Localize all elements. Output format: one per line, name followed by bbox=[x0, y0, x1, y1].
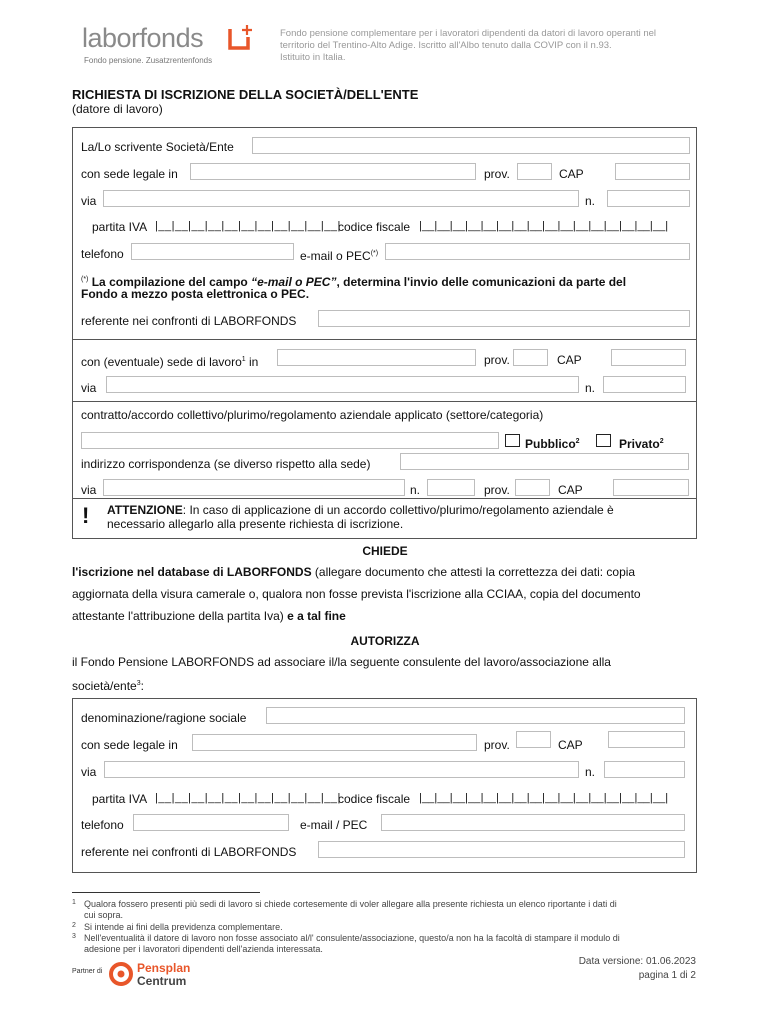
cap-field[interactable] bbox=[613, 479, 689, 496]
sede-legale-label: con sede legale in bbox=[81, 167, 178, 181]
email-pec-label: e-mail / PEC bbox=[300, 818, 368, 832]
referente-field[interactable] bbox=[318, 841, 685, 858]
prov-field[interactable] bbox=[513, 349, 548, 366]
cap-label: CAP bbox=[557, 353, 582, 367]
company-name-field[interactable] bbox=[252, 137, 690, 154]
sede-lavoro-field[interactable] bbox=[277, 349, 476, 366]
attention-icon: ! bbox=[82, 503, 90, 528]
cap-field[interactable] bbox=[611, 349, 686, 366]
prov-field[interactable] bbox=[517, 163, 552, 180]
cap-label: CAP bbox=[559, 167, 584, 181]
civic-number-field[interactable] bbox=[603, 376, 686, 393]
n-label: n. bbox=[585, 765, 596, 779]
sede-legale-field[interactable] bbox=[192, 734, 477, 751]
chiede-heading: CHIEDE bbox=[362, 544, 408, 558]
pensplan-name: Pensplan bbox=[137, 961, 191, 975]
sede-legale-field[interactable] bbox=[190, 163, 476, 180]
civic-number-field[interactable] bbox=[604, 761, 685, 778]
prov-label: prov. bbox=[484, 738, 510, 752]
civic-number-field[interactable] bbox=[427, 479, 475, 496]
page-subtitle: (datore di lavoro) bbox=[72, 102, 163, 116]
partita-iva-label: partita IVA bbox=[92, 220, 148, 234]
contratto-label: contratto/accordo collettivo/plurimo/regolamento aziendale applicato (settore/categoria) bbox=[81, 408, 544, 422]
prov-label: prov. bbox=[484, 353, 510, 367]
divider bbox=[72, 339, 697, 340]
footnote-3: 3 Nell'eventualità il datore di lavoro non fosse associato al/l' consulente/associazione, questo/a non ha la facoltà di stampare il modulo di adesione per i lavoratori dipendenti dell'azienda interessata. bbox=[72, 933, 620, 954]
cap-field[interactable] bbox=[608, 731, 685, 748]
logo-subtitle: Fondo pensione. Zusatzrentenfonds bbox=[84, 56, 213, 65]
telefono-field[interactable] bbox=[133, 814, 289, 831]
contratto-field[interactable] bbox=[81, 432, 499, 449]
divider bbox=[72, 498, 697, 499]
cap-field[interactable] bbox=[615, 163, 690, 180]
prov-label: prov. bbox=[484, 167, 510, 181]
autorizza-paragraph: il Fondo Pensione LABORFONDS ad associare il/la seguente consulente del lavoro/associazione alla società/ente$^3$: bbox=[72, 655, 611, 693]
n-label: n. bbox=[410, 483, 421, 497]
header-description: Fondo pensione complementare per i lavoratori dipendenti da datori di lavoro operanti nel territorio del Trentino-Alto Adige. Iscritto all'Albo tenuto dalla COVIP con il n.93. Istituito in Italia. bbox=[280, 28, 657, 63]
page-number: pagina 1 di 2 bbox=[638, 970, 696, 981]
pensplan-logo-icon bbox=[108, 961, 134, 987]
via-label: via bbox=[81, 765, 97, 779]
chiede-paragraph: l'iscrizione nel database di LABORFONDS (allegare documento che attesti la correttezza dei dati: copia aggiornata della visura camerale o, qualora non fosse prevista l'iscrizione alla CCIAA, copia del documento attestante l'attribuzione della partita Iva) e a tal fine bbox=[72, 565, 641, 623]
n-label: n. bbox=[585, 381, 596, 395]
partita-iva-field[interactable]: |__|__|__|__|__|__|__|__|__|__|__| bbox=[155, 220, 341, 232]
prov-label: prov. bbox=[484, 483, 510, 497]
email-note-line2: Fondo a mezzo posta elettronica o PEC. bbox=[81, 287, 310, 301]
autorizza-heading: AUTORIZZA bbox=[350, 634, 420, 648]
prov-field[interactable] bbox=[515, 479, 550, 496]
version-date: Data versione: 01.06.2023 bbox=[578, 956, 696, 967]
prov-field[interactable] bbox=[516, 731, 551, 748]
denominazione-label: denominazione/ragione sociale bbox=[81, 711, 247, 725]
telefono-label: telefono bbox=[81, 818, 124, 832]
privato-label: Privato$^2$ bbox=[619, 437, 664, 451]
via-label: via bbox=[81, 194, 97, 208]
codice-fiscale-label: codice fiscale bbox=[338, 792, 411, 806]
via-field[interactable] bbox=[103, 190, 579, 207]
via-field[interactable] bbox=[106, 376, 579, 393]
email-note: (*) La compilazione del campo “e-mail o PEC”, determina l'invio delle comunicazioni da parte del bbox=[81, 275, 627, 289]
email-pec-field[interactable] bbox=[381, 814, 685, 831]
divider bbox=[72, 401, 697, 402]
attention-note: ATTENZIONE: In caso di applicazione di un accordo collettivo/plurimo/regolamento aziendale è necessario allegarlo alla presente richiesta di iscrizione. bbox=[107, 503, 614, 531]
sede-lavoro-label: con (eventuale) sede di lavoro$^1$ in bbox=[81, 355, 259, 369]
footnote-1: 1 Qualora fossero presenti più sedi di lavoro si chiede cortesemente di voler allegare alla presente richiesta un elenco riportante i dati di cui sopra. bbox=[72, 899, 617, 920]
email-pec-field[interactable] bbox=[385, 243, 690, 260]
civic-number-field[interactable] bbox=[607, 190, 690, 207]
footnote-separator bbox=[72, 892, 260, 893]
n-label: n. bbox=[585, 194, 596, 208]
codice-fiscale-label: codice fiscale bbox=[338, 220, 411, 234]
pubblico-label: Pubblico$^2$ bbox=[525, 437, 580, 451]
codice-fiscale-field[interactable]: |__|__|__|__|__|__|__|__|__|__|__|__|__|__|__|__| bbox=[419, 220, 669, 232]
partita-iva-field[interactable]: |__|__|__|__|__|__|__|__|__|__|__| bbox=[155, 792, 341, 804]
email-pec-label: e-mail o PEC(*) bbox=[300, 249, 379, 263]
via-label: via bbox=[81, 483, 97, 497]
logo-mark-icon bbox=[228, 24, 256, 52]
pubblico-checkbox[interactable] bbox=[505, 434, 520, 447]
via-field[interactable] bbox=[104, 761, 579, 778]
referente-label: referente nei confronti di LABORFONDS bbox=[81, 845, 297, 859]
partita-iva-label: partita IVA bbox=[92, 792, 148, 806]
page-title: RICHIESTA DI ISCRIZIONE DELLA SOCIETÀ/DELL'ENTE bbox=[72, 87, 419, 102]
denominazione-field[interactable] bbox=[266, 707, 685, 724]
laborfonds-logo bbox=[82, 22, 257, 68]
via-field[interactable] bbox=[103, 479, 405, 496]
indirizzo-corrispondenza-field[interactable] bbox=[400, 453, 689, 470]
privato-checkbox[interactable] bbox=[596, 434, 611, 447]
sede-legale-label: con sede legale in bbox=[81, 738, 178, 752]
logo-text: laborfonds bbox=[82, 23, 204, 53]
company-form-box bbox=[72, 127, 697, 539]
centrum-name: Centrum bbox=[137, 974, 187, 988]
via-label: via bbox=[81, 381, 97, 395]
pensplan-logo bbox=[108, 961, 218, 991]
cap-label: CAP bbox=[558, 738, 583, 752]
referente-label: referente nei confronti di LABORFONDS bbox=[81, 314, 297, 328]
referente-field[interactable] bbox=[318, 310, 690, 327]
partner-label: Partner di bbox=[72, 968, 103, 975]
footnote-2: 2 Si intende ai fini della previdenza complementare. bbox=[72, 922, 283, 932]
telefono-label: telefono bbox=[81, 247, 124, 261]
cap-label: CAP bbox=[558, 483, 583, 497]
scrivente-label: La/Lo scrivente Società/Ente bbox=[81, 140, 234, 154]
indirizzo-corrispondenza-label: indirizzo corrispondenza (se diverso rispetto alla sede) bbox=[81, 457, 371, 471]
codice-fiscale-field[interactable]: |__|__|__|__|__|__|__|__|__|__|__|__|__|__|__|__| bbox=[419, 792, 669, 804]
telefono-field[interactable] bbox=[131, 243, 294, 260]
